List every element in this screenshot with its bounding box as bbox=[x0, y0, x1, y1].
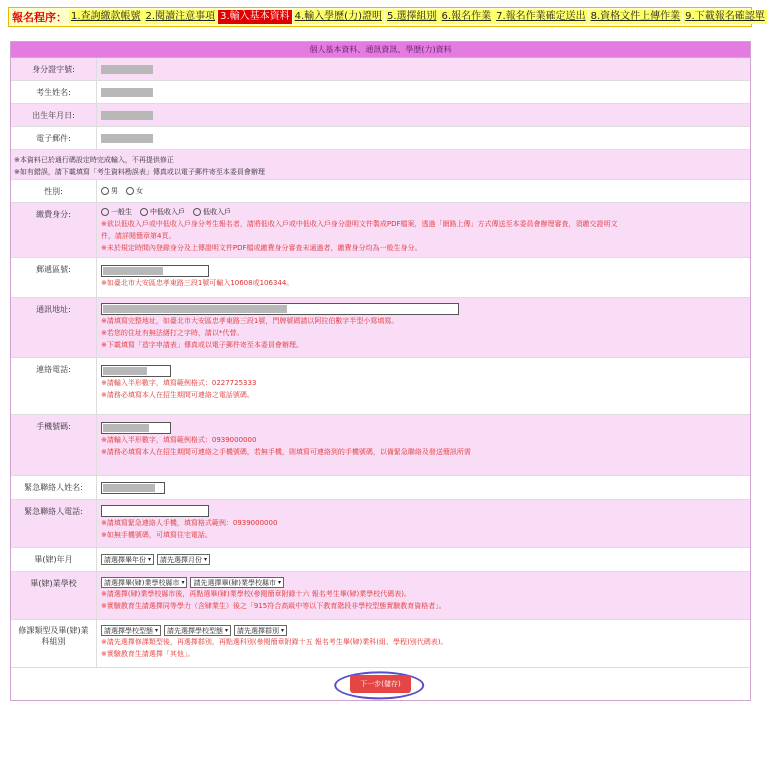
mobile-note-1: ※請輸入半形數字，填寫範例格式：0939000000 bbox=[101, 436, 257, 444]
gender-female-radio[interactable]: 女 bbox=[126, 186, 143, 196]
emergency-phone-label: 緊急聯絡人電話: bbox=[11, 500, 97, 547]
registration-steps-bar bbox=[8, 7, 765, 27]
grad-ym-row bbox=[11, 548, 750, 572]
track-label-line-1: 修課類型及畢(肄)業 bbox=[18, 626, 89, 635]
fee-note-2: ※未於規定時間內登錄身分及上傳證明文件PDF檔或繳費身分審查未通過者，繳費身分均為一般生身分。 bbox=[101, 244, 422, 252]
emergency-phone-input[interactable] bbox=[101, 505, 209, 517]
school-select[interactable]: 請先選擇畢(肄)業學校縣市 ▾ bbox=[190, 577, 283, 588]
step-9-link[interactable]: 9.下載報名確認單 bbox=[685, 11, 765, 22]
zip-note: ※如臺北市大安區忠孝東路三段1號可輸入10608或106344。 bbox=[101, 279, 294, 287]
school-note-1: ※請選擇(肄)業學校縣市後，再點選畢(肄)業學校(參閱簡章附錄十六 報名考生畢(肄)業學校代碼表)。 bbox=[101, 590, 411, 598]
emergency-note-2: ※如無手機號碼，可填寫住宅電話。 bbox=[101, 531, 212, 539]
chevron-down-icon: ▾ bbox=[148, 556, 152, 563]
id-row bbox=[11, 58, 750, 81]
phone-input[interactable] bbox=[101, 365, 171, 377]
emergency-name-row bbox=[11, 476, 750, 500]
form-header: 個人基本資料、通訊資訊、學歷(力)資料 bbox=[11, 42, 750, 58]
step-3-current[interactable]: 3.輸入基本資料 bbox=[220, 11, 290, 22]
address-note-2: ※若您的住址有無法繕打之字時，請以*代替。 bbox=[101, 329, 244, 337]
school-city-select[interactable]: 請選擇畢(肄)業學校縣市 ▾ bbox=[101, 577, 187, 588]
chevron-down-icon: ▾ bbox=[204, 556, 208, 563]
step-8-link[interactable]: 8.資格文件上傳作業 bbox=[590, 11, 681, 22]
birth-row bbox=[11, 104, 750, 127]
chevron-down-icon: ▾ bbox=[155, 627, 159, 634]
gender-male-radio[interactable]: 男 bbox=[101, 186, 118, 196]
chevron-down-icon: ▾ bbox=[181, 579, 185, 586]
birth-value-redacted bbox=[101, 111, 153, 120]
track-label bbox=[11, 620, 97, 667]
notice-text-2: ※如有錯誤，請下載填寫「考生資料勘誤表」傳真或以電子郵件寄至本委員會辦理 bbox=[14, 168, 265, 176]
address-note-3: ※下載填寫「造字申請表」傳真或以電子郵件寄至本委員會辦理。 bbox=[101, 341, 303, 349]
radio-circle-icon bbox=[101, 208, 109, 216]
address-note-1: ※請填寫完整地址，如臺北市大安區忠孝東路三段1號，門牌號碼請以阿拉伯數字半型小寫填寫。 bbox=[101, 317, 399, 325]
email-label: 電子郵件: bbox=[11, 127, 97, 149]
id-value-redacted bbox=[101, 65, 153, 74]
fee-note-1: ※欲以低收入戶或中低收入戶身分考生報名者，請將低收入戶或中低收入戶身分證明文件製成PDF檔案，透過「網路上傳」方式傳送至本委員會辦理審查，須繳交證明文 bbox=[101, 220, 618, 228]
phone-note-2: ※請務必填寫本人在招生期間可連絡之電話號碼。 bbox=[101, 391, 254, 399]
fee-low-income-radio[interactable]: 低收入戶 bbox=[193, 207, 231, 217]
address-row bbox=[11, 298, 750, 358]
track-group-select[interactable]: 請先選擇學校型態 ▾ bbox=[164, 625, 231, 636]
birth-label: 出生年月日: bbox=[11, 104, 97, 126]
basic-info-form bbox=[10, 41, 751, 701]
emergency-name-input[interactable] bbox=[101, 482, 165, 494]
chevron-down-icon: ▾ bbox=[225, 627, 229, 634]
grad-school-label: 畢(肄)業學校 bbox=[11, 572, 97, 619]
track-row bbox=[11, 620, 750, 668]
mobile-label: 手機號碼: bbox=[11, 415, 97, 475]
gender-label: 性別: bbox=[11, 180, 97, 202]
emergency-note-1: ※請填寫緊急連絡人手機，填寫格式範例：0939000000 bbox=[101, 519, 278, 527]
grad-month-select[interactable]: 請先選擇月份 ▾ bbox=[157, 554, 210, 565]
address-input[interactable] bbox=[101, 303, 459, 315]
notice-row bbox=[11, 150, 750, 180]
id-label: 身分證字號: bbox=[11, 58, 97, 80]
fee-row bbox=[11, 203, 750, 258]
phone-label: 連絡電話: bbox=[11, 358, 97, 414]
step-1-link[interactable]: 1.查詢繳款帳號 bbox=[71, 11, 141, 22]
fee-label: 繳費身分: bbox=[11, 203, 97, 257]
steps-lead-label: 報名程序： bbox=[12, 11, 67, 24]
radio-circle-icon bbox=[193, 208, 201, 216]
fee-general-radio[interactable]: 一般生 bbox=[101, 207, 132, 217]
phone-note-1: ※請輸入半形數字，填寫範例格式：0227725333 bbox=[101, 379, 257, 387]
name-label: 考生姓名: bbox=[11, 81, 97, 103]
track-note-2: ※實驗教育生請選擇「其他」。 bbox=[101, 650, 195, 658]
grad-school-row bbox=[11, 572, 750, 620]
name-value-redacted bbox=[101, 88, 153, 97]
grad-year-select[interactable]: 請選擇畢年份 ▾ bbox=[101, 554, 154, 565]
next-button-row bbox=[11, 668, 750, 700]
step-4-link[interactable]: 4.輸入學歷(力)證明 bbox=[294, 11, 382, 22]
name-row bbox=[11, 81, 750, 104]
emergency-phone-row bbox=[11, 500, 750, 548]
track-dept-select[interactable]: 請先選擇群別 ▾ bbox=[234, 625, 287, 636]
track-type-select[interactable]: 請選擇學校型態 ▾ bbox=[101, 625, 161, 636]
radio-circle-icon bbox=[140, 208, 148, 216]
zip-label: 郵遞區號: bbox=[11, 258, 97, 297]
track-note-1: ※請先選擇修課類型後，再選擇群別，再點選科別(參閱簡章附錄十五 報名考生畢(肄)業科(組、學程)別代碼表)。 bbox=[101, 638, 448, 646]
fee-note-1b: 件，請詳閱簡章第4頁。 bbox=[101, 232, 176, 240]
chevron-down-icon: ▾ bbox=[277, 579, 281, 586]
gender-row bbox=[11, 180, 750, 203]
track-label-line-2: 科組別 bbox=[41, 637, 66, 646]
mobile-input[interactable] bbox=[101, 422, 171, 434]
phone-row bbox=[11, 358, 750, 415]
email-row bbox=[11, 127, 750, 150]
chevron-down-icon: ▾ bbox=[281, 627, 285, 634]
zip-input[interactable] bbox=[101, 265, 209, 277]
step-2-link[interactable]: 2.閱讀注意事項 bbox=[145, 11, 216, 22]
fee-middle-low-income-radio[interactable]: 中低收入戶 bbox=[140, 207, 185, 217]
address-label: 通訊地址: bbox=[11, 298, 97, 357]
grad-ym-label: 畢(肄)年月 bbox=[11, 548, 97, 571]
mobile-row bbox=[11, 415, 750, 476]
step-5-link[interactable]: 5.選擇組別 bbox=[386, 11, 437, 22]
step-6-link[interactable]: 6.報名作業 bbox=[441, 11, 492, 22]
emergency-name-label: 緊急聯絡人姓名: bbox=[11, 476, 97, 499]
school-note-2: ※實驗教育生請選擇同等學力（含肄業生）後之「915符合高級中等以下教育階段非學校型態實驗教育資格者」。 bbox=[101, 602, 446, 610]
radio-circle-icon bbox=[126, 187, 134, 195]
radio-circle-icon bbox=[101, 187, 109, 195]
next-save-button[interactable]: 下一步(儲存) bbox=[350, 675, 410, 693]
mobile-note-2: ※請務必填寫本人在招生期間可連絡之手機號碼，若無手機，則填寫可連絡到的手機號碼，以備緊急聯絡及發送簡訊所需 bbox=[101, 448, 471, 456]
email-value-redacted bbox=[101, 134, 153, 143]
zip-row bbox=[11, 258, 750, 298]
notice-text-1: ※本資料已於通行碼設定時完成輸入，不再提供修正 bbox=[14, 156, 174, 164]
step-7-link[interactable]: 7.報名作業確定送出 bbox=[496, 11, 586, 22]
